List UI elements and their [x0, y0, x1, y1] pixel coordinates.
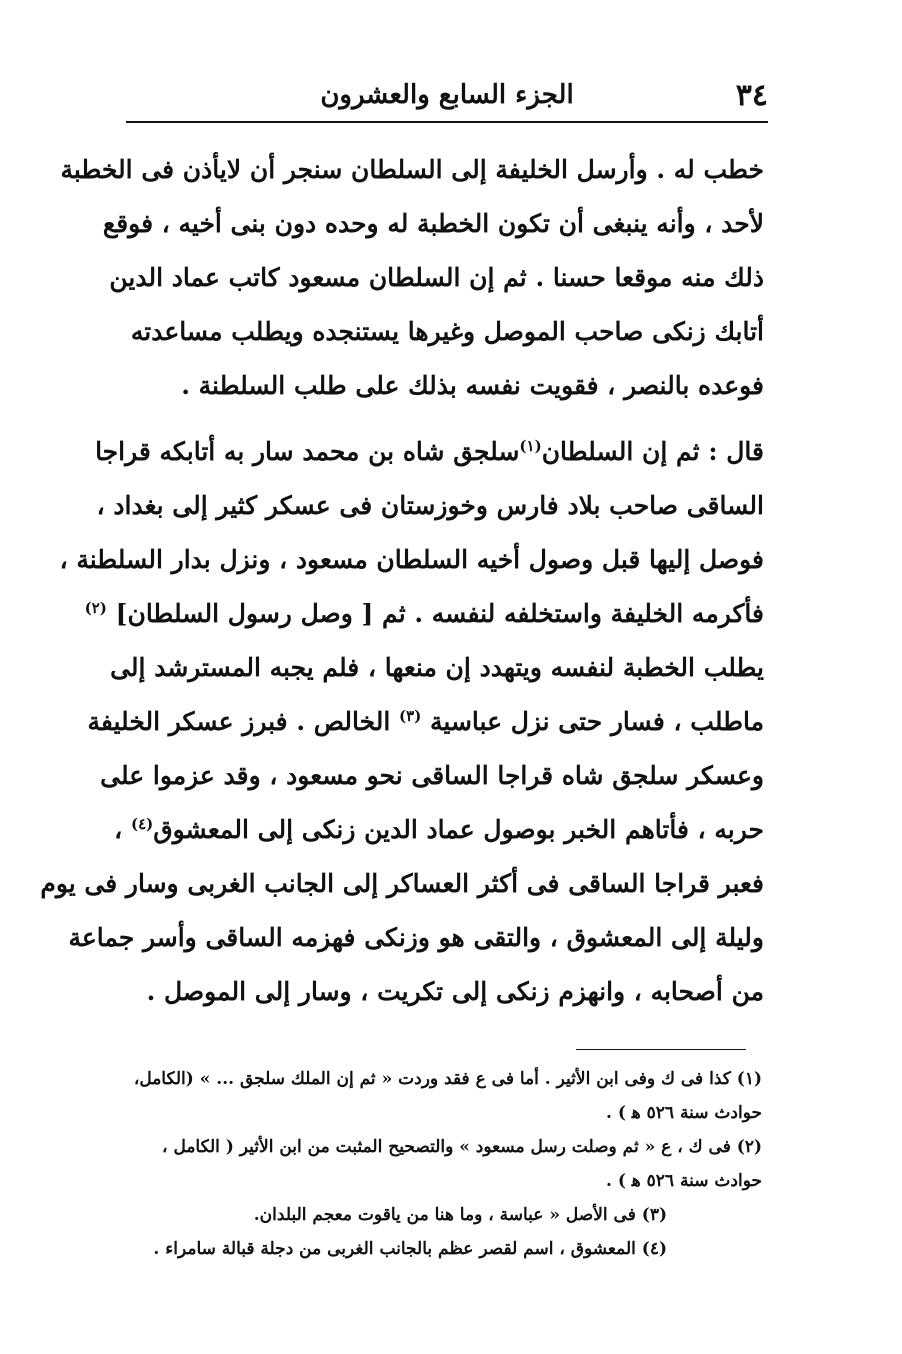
paragraph-2 — [40, 425, 764, 1019]
text-line — [114, 803, 764, 857]
footnote-3 — [112, 1198, 762, 1232]
header-rule — [126, 121, 768, 123]
footnote-1 — [112, 1062, 762, 1130]
footnote-line: (٢) فى ك ، ع « ثم وصلت رسل مسعود » والتصحيح المثبت من ابن الأثير ( الكامل ، — [162, 1137, 762, 1157]
text-line: يطلب الخطبة لنفسه ويتهدد إن منعها ، فلم يجبه المسترشد إلى — [110, 653, 764, 682]
footnote-4 — [112, 1232, 762, 1266]
text-line — [87, 695, 764, 749]
footnote-line: حوادث سنة ٥٢٦ ﻫ ) . — [605, 1103, 762, 1123]
page-header — [126, 72, 768, 122]
text-line: من أصحابه ، وانهزم زنكى إلى تكريت ، وسار إلى الموصل . — [146, 977, 764, 1006]
text-line: فعبر قراجا الساقى فى أكثر العساكر إلى الجانب الغربى وسار فى يوم — [40, 869, 764, 898]
text-segment: ماطلب ، فسار حتى نزل عباسية — [430, 707, 764, 736]
footnote-line: حوادث سنة ٥٢٦ ﻫ ) . — [605, 1171, 762, 1191]
text-line: الساقى صاحب بلاد فارس وخوزستان فى عسكر كثير إلى بغداد ، — [96, 491, 764, 520]
footnote-marker-3: (٣) — [399, 707, 422, 725]
text-line: وعسكر سلجق شاه قراجا الساقى نحو مسعود ، وقد عزموا على — [100, 761, 764, 790]
footnote-line: (٤) المعشوق ، اسم لقصر عظم بالجانب الغربى من دجلة قبالة سامراء . — [153, 1239, 667, 1259]
text-line: خطب له . وأرسل الخليفة إلى السلطان سنجر أن لايأذن فى الخطبة — [60, 155, 764, 184]
footnote-line: (١) كذا فى ك وفى ابن الأثير . أما فى ع فقد وردت « ثم إن الملك سلجق ... » (الكامل، — [133, 1069, 762, 1089]
text-line: وليلة إلى المعشوق ، والتقى هو وزنكى فهزمه الساقى وأسر جماعة — [68, 923, 764, 952]
page-number: ٣٤ — [735, 78, 768, 113]
running-title: الجزء السابع والعشرون — [320, 80, 574, 110]
text-segment: حربه ، فأتاهم الخبر بوصول عماد الدين زنكى إلى المعشوق — [153, 815, 764, 844]
footnote-separator — [576, 1049, 746, 1050]
footnote-marker-4: (٤) — [130, 815, 154, 833]
footnote-marker-1: (١) — [519, 437, 542, 455]
text-line — [95, 425, 764, 479]
text-line: فوعده بالنصر ، فقويت نفسه بذلك على طلب السلطنة . — [181, 371, 764, 400]
paragraph-1 — [60, 143, 764, 413]
footnote-2 — [112, 1130, 762, 1198]
text-line: فوصل إليها قبل وصول أخيه السلطان مسعود ، ونزل بدار السلطنة ، — [59, 545, 764, 574]
text-line: أتابك زنكى صاحب الموصل وغيرها يستنجده ويطلب مساعدته — [130, 317, 764, 346]
footnotes — [112, 1062, 762, 1266]
text-segment: سلجق شاه بن محمد سار به أتابكه قراجا — [95, 437, 520, 466]
text-segment: ، — [114, 815, 123, 844]
footnote-line: (٣) فى الأصل « عباسة ، وما هنا من ياقوت معجم البلدان. — [253, 1205, 667, 1225]
text-segment: فأكرمه الخليفة واستخلفه لنفسه . ثم [ وصل رسول السلطان] — [115, 599, 764, 628]
text-line: ذلك منه موقعا حسنا . ثم إن السلطان مسعود كاتب عماد الدين — [109, 263, 764, 292]
text-segment: الخالص . فبرز عسكر الخليفة — [87, 707, 391, 736]
text-line: لأحد ، وأنه ينبغى أن تكون الخطبة له وحده دون بنى أخيه ، فوقع — [102, 209, 764, 238]
text-line — [84, 587, 764, 641]
text-segment: قال : ثم إن السلطان — [541, 437, 764, 466]
footnote-marker-2: (٢) — [84, 599, 107, 617]
